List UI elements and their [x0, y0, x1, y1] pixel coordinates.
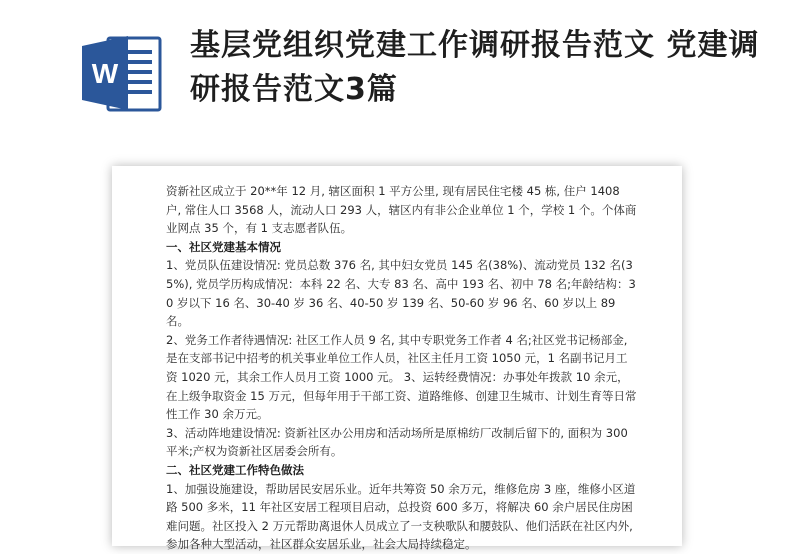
document-paragraph: 3、活动阵地建设情况: 资新社区办公用房和活动场所是原棉纺厂改制后留下的, 面积为 300 平米;产权为资新社区居委会所有。 [166, 425, 628, 459]
section-heading: 一、社区党建基本情况 [166, 239, 281, 254]
document-body [166, 182, 638, 554]
section-heading: 二、社区党建工作特色做法 [166, 462, 304, 477]
page-title: 基层党组织党建工作调研报告范文 党建调研报告范文3篇 [190, 28, 760, 107]
word-document-icon [78, 30, 164, 116]
document-paragraph: 1、加强设施建设，帮助居民安居乐业。近年共筹资 50 余万元，维修危房 3 座，维修小区道路 500 多米，11 年社区安居工程项目启动，总投资 600 多万，将解决 60 余户居民住房困难问题。社区投入 2 万元帮助离退休人员成立了一支秧歌队和腰鼓队、他们活跃在社区内外, 参加各种大型活动，社区群众安居乐业，社会大局持续稳定。 [166, 481, 636, 552]
document-paragraph: 2、党务工作者待遇情况: 社区工作人员 9 名, 其中专职党务工作者 4 名;社区党书记杨部金, 是在支部书记中招考的机关事业单位工作人员，社区主任月工资 1050 元，1 名副书记月工资 1020 元，其余工作人员月工资 1000 元。 3、运转经费情况：办事处年拨款 10 余元，在上级争取资金 15 万元，但每年用于干部工资、道路维修、创建卫生城市、计划生育等日常性工作 30 余万元。 [166, 332, 637, 422]
word-logo-letter: W [91, 58, 119, 89]
document-paragraph: 1、党员队伍建设情况: 党员总数 376 名, 其中妇女党员 145 名(38%)、流动党员 132 名(35%), 党员学历构成情况：本科 22 名、大专 83 名、高中 193 名、初中 78 名;年龄结构：30 岁以下 16 名、30-40 岁 36 名、40-50 岁 139 名、50-60 岁 96 名、60 岁以上 89 名。 [166, 258, 636, 329]
document-paragraph: 资新社区成立于 20**年 12 月, 辖区面积 1 平方公里, 现有居民住宅楼 45 栋, 住户 1408 户, 常住人口 3568 人，流动人口 293 人，辖区内有非公企业单位 1 个，学校 1 个。个体商业网点 35 个，有 1 支志愿者队伍。 [166, 184, 637, 236]
